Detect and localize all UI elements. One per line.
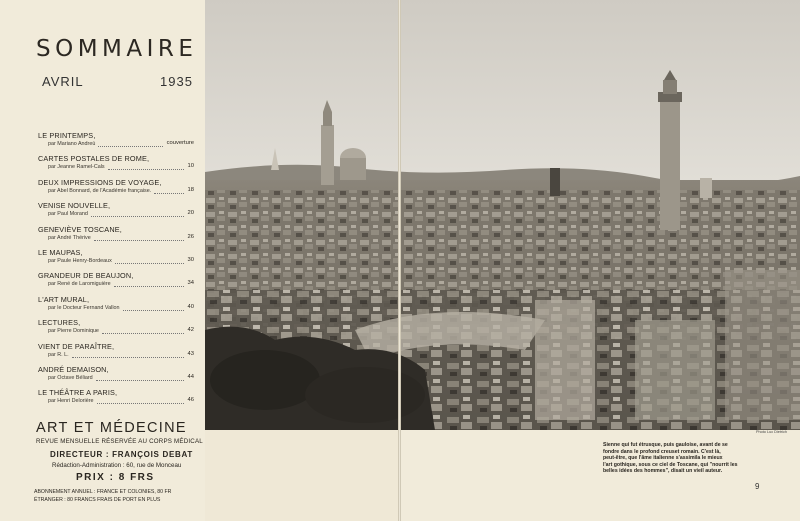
caption-line: peut-être, que l'âme italienne s'assimila le mieux	[603, 455, 723, 462]
toc-entry	[38, 365, 194, 388]
photo-credit: Photo Luc Dietrich	[756, 430, 788, 434]
contents-page	[0, 0, 205, 521]
toc-entry-page: 30	[187, 256, 194, 263]
toc-leader-dots	[94, 240, 184, 241]
caption-line: Sienne qui fut étrusque, puis gauloise, avant de se	[603, 442, 728, 448]
toc-entry-title: CARTES POSTALES DE ROME,	[38, 154, 150, 164]
toc-entry-title: DEUX IMPRESSIONS DE VOYAGE,	[38, 177, 162, 187]
toc-entry-page: 40	[187, 303, 194, 310]
director-line: DIRECTEUR : FRANÇOIS DEBAT	[50, 450, 193, 459]
toc-leader-dots	[108, 169, 184, 170]
magazine-masthead: ART ET MÉDECINE	[36, 420, 187, 436]
toc-entry-title: LE MAUPAS,	[38, 247, 83, 257]
table-of-contents	[38, 131, 194, 412]
toc-entry	[38, 388, 194, 411]
toc-entry	[38, 295, 194, 318]
toc-entry-title: GENEVIÈVE TOSCANE,	[38, 224, 122, 234]
toc-entry-title: LECTURES,	[38, 318, 81, 328]
toc-leader-dots	[91, 216, 184, 217]
caption-line: fondre dans le profond creuset romain. C'est là,	[603, 448, 721, 455]
issue-month: AVRIL	[42, 74, 84, 89]
subscription-france: ABONNEMENT ANNUEL : FRANCE ET COLONIES, 80 FR	[34, 489, 172, 495]
toc-entry-title: LE THÉÂTRE A PARIS,	[38, 388, 118, 398]
page-margin	[205, 430, 398, 521]
toc-leader-dots	[72, 357, 184, 358]
page-number: 9	[755, 482, 760, 491]
contents-title: SOMMAIRE	[36, 36, 198, 62]
cityscape-illustration	[205, 0, 800, 430]
toc-entry-author: par André Thérive	[48, 234, 91, 241]
toc-entry	[38, 225, 194, 248]
caption-line: l'art gothique, sous ce ciel de Toscane, qui "nourrit les	[603, 461, 738, 468]
issue-year: 1935	[160, 74, 193, 89]
toc-entry	[38, 342, 194, 365]
toc-entry-author: par Octave Béliard	[48, 374, 93, 381]
toc-entry-page: couverture	[166, 140, 194, 146]
toc-entry-author: par Jeanne Ramel-Cals	[48, 164, 105, 171]
toc-entry-page: 34	[187, 280, 194, 287]
toc-entry	[38, 178, 194, 201]
toc-leader-dots	[154, 193, 183, 194]
toc-leader-dots	[115, 263, 184, 264]
toc-leader-dots	[114, 286, 184, 287]
subscription-abroad: ÉTRANGER : 80 FRANCS FRAIS DE PORT EN PLUS	[34, 497, 161, 503]
toc-entry-page: 10	[187, 163, 194, 170]
toc-entry-page: 44	[187, 373, 194, 380]
toc-entry-author: par Pierre Dominique	[48, 328, 99, 335]
toc-entry-author: par R. L.	[48, 351, 69, 358]
toc-entry-page: 46	[187, 397, 194, 404]
magazine-subtitle: REVUE MENSUELLE RÉSERVÉE AU CORPS MÉDICAL	[36, 438, 203, 445]
toc-leader-dots	[98, 146, 162, 147]
toc-entry-title: GRANDEUR DE BEAUJON,	[38, 271, 134, 281]
toc-entry	[38, 131, 194, 154]
toc-entry-page: 26	[187, 233, 194, 240]
toc-entry-author: par Abel Bonnard, de l'Académie française.	[48, 187, 152, 194]
toc-entry-page: 20	[187, 210, 194, 217]
toc-leader-dots	[97, 403, 184, 404]
toc-leader-dots	[96, 380, 184, 381]
toc-entry-page: 43	[187, 350, 194, 357]
toc-entry	[38, 154, 194, 177]
toc-entry-page: 42	[187, 327, 194, 334]
toc-entry-author: par le Docteur Fernand Vallon	[48, 304, 120, 311]
photo-caption	[603, 442, 793, 475]
toc-entry-title: VIENT DE PARAÎTRE,	[38, 341, 115, 351]
page-gutter	[398, 0, 401, 521]
toc-entry	[38, 271, 194, 294]
toc-entry-author: par Henri Delorière	[48, 398, 94, 405]
toc-entry	[38, 318, 194, 341]
toc-entry-author: par Mariano Andreù	[48, 141, 96, 147]
toc-entry-title: LE PRINTEMPS,	[38, 131, 96, 140]
toc-entry	[38, 201, 194, 224]
toc-leader-dots	[123, 310, 184, 311]
toc-leader-dots	[102, 333, 184, 334]
toc-entry-author: par Paul Morand	[48, 211, 88, 218]
toc-entry-title: VENISE NOUVELLE,	[38, 201, 111, 211]
caption-line: belles idées des hommes", disait un vieil auteur.	[603, 468, 723, 475]
toc-entry-author: par René de Laromiguière	[48, 281, 111, 288]
siena-cityscape-photo	[205, 0, 800, 430]
toc-entry-title: L'ART MURAL,	[38, 294, 90, 304]
toc-entry-author: par Paule Henry-Bordeaux	[48, 257, 112, 264]
toc-entry	[38, 248, 194, 271]
toc-entry-page: 18	[187, 186, 194, 193]
price-label: PRIX : 8 FRS	[76, 472, 155, 483]
administration-address: Rédaction-Administration : 60, rue de Monceau	[52, 462, 182, 469]
toc-entry-title: ANDRÉ DEMAISON,	[38, 364, 109, 374]
